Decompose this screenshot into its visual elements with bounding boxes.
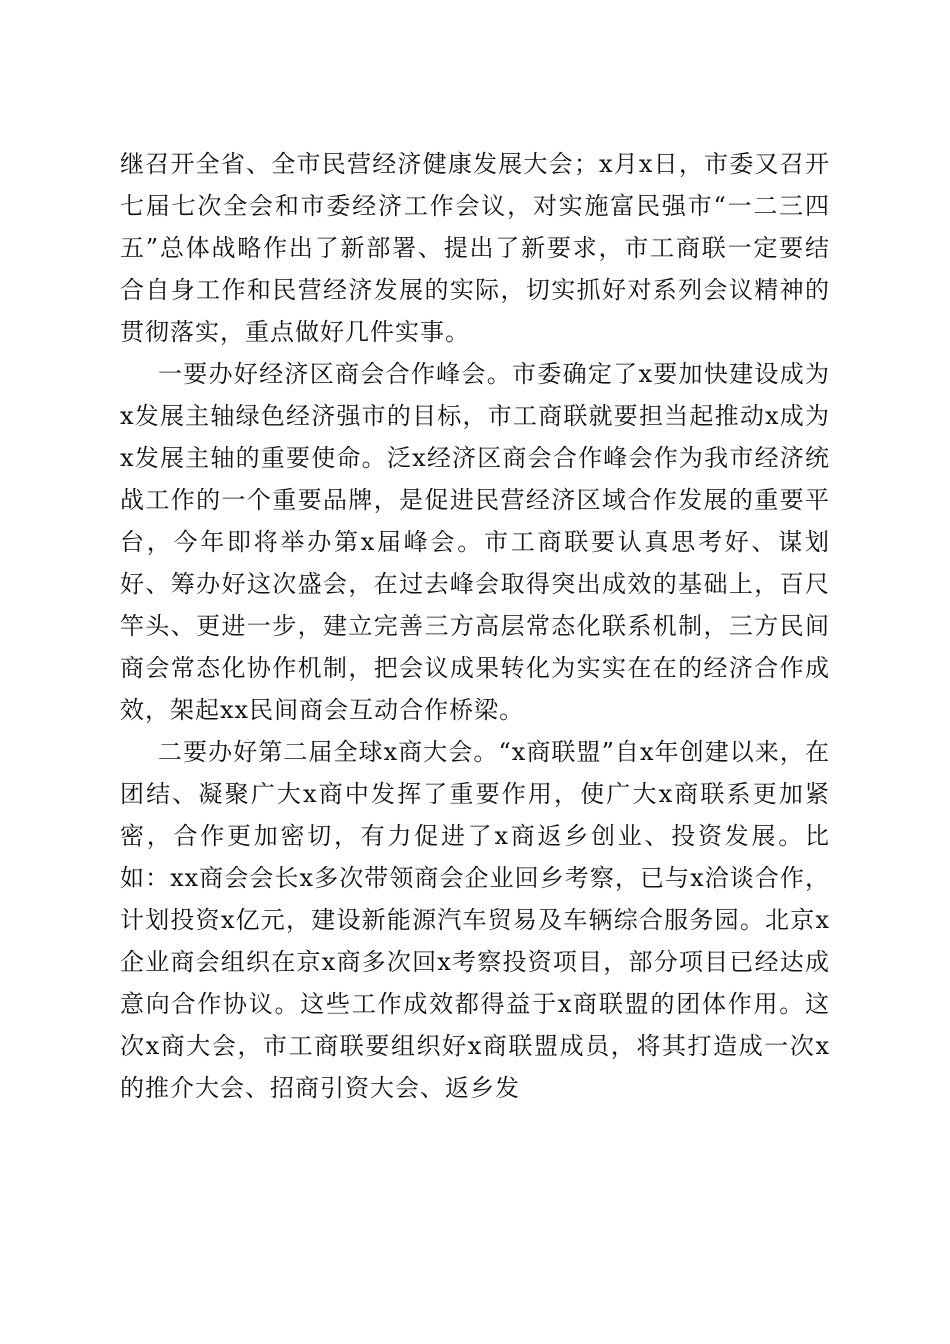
document-body — [120, 143, 830, 1109]
paragraph-continuation: 继召开全省、全市民营经济健康发展大会；x月x日，市委又召开七届七次全会和市委经济工作会议，对实施富民强市“一二三四五”总体战略作出了新部署、提出了新要求，市工商联一定要结合自身工作和民营经济发展的实际，切实抓好对系列会议精神的贯彻落实，重点做好几件实事。 — [120, 150, 830, 346]
paragraph-economic-zone-summit: 一要办好经济区商会合作峰会。市委确定了x要加快建设成为x发展主轴绿色经济强市的目标，市工商联就要担当起推动x成为x发展主轴的重要使命。泛x经济区商会合作峰会作为我市经济统战工作的一个重要品牌，是促进民营经济区域合作发展的重要平台，今年即将举办第x届峰会。市工商联要认真思考好、谋划好、筹办好这次盛会，在过去峰会取得突出成效的基础上，百尺竿头、更进一步，建立完善三方高层常态化联系机制，三方民间商会常态化协作机制，把会议成果转化为实实在在的经济合作成效，架起xx民间商会互动合作桥梁。 — [120, 360, 830, 724]
paragraph-global-merchants-conference: 二要办好第二届全球x商大会。“x商联盟”自x年创建以来，在团结、凝聚广大x商中发挥了重要作用，使广大x商联系更加紧密，合作更加密切，有力促进了x商返乡创业、投资发展。比如：xx商会会长x多次带领商会企业回乡考察，已与x洽谈合作，计划投资x亿元，建设新能源汽车贸易及车辆综合服务园。北京x企业商会组织在京x商多次回x考察投资项目，部分项目已经达成意向合作协议。这些工作成效都得益于x商联盟的团体作用。这次x商大会，市工商联要组织好x商联盟成员，将其打造成一次x的推介大会、招商引资大会、返乡发 — [120, 738, 830, 1102]
